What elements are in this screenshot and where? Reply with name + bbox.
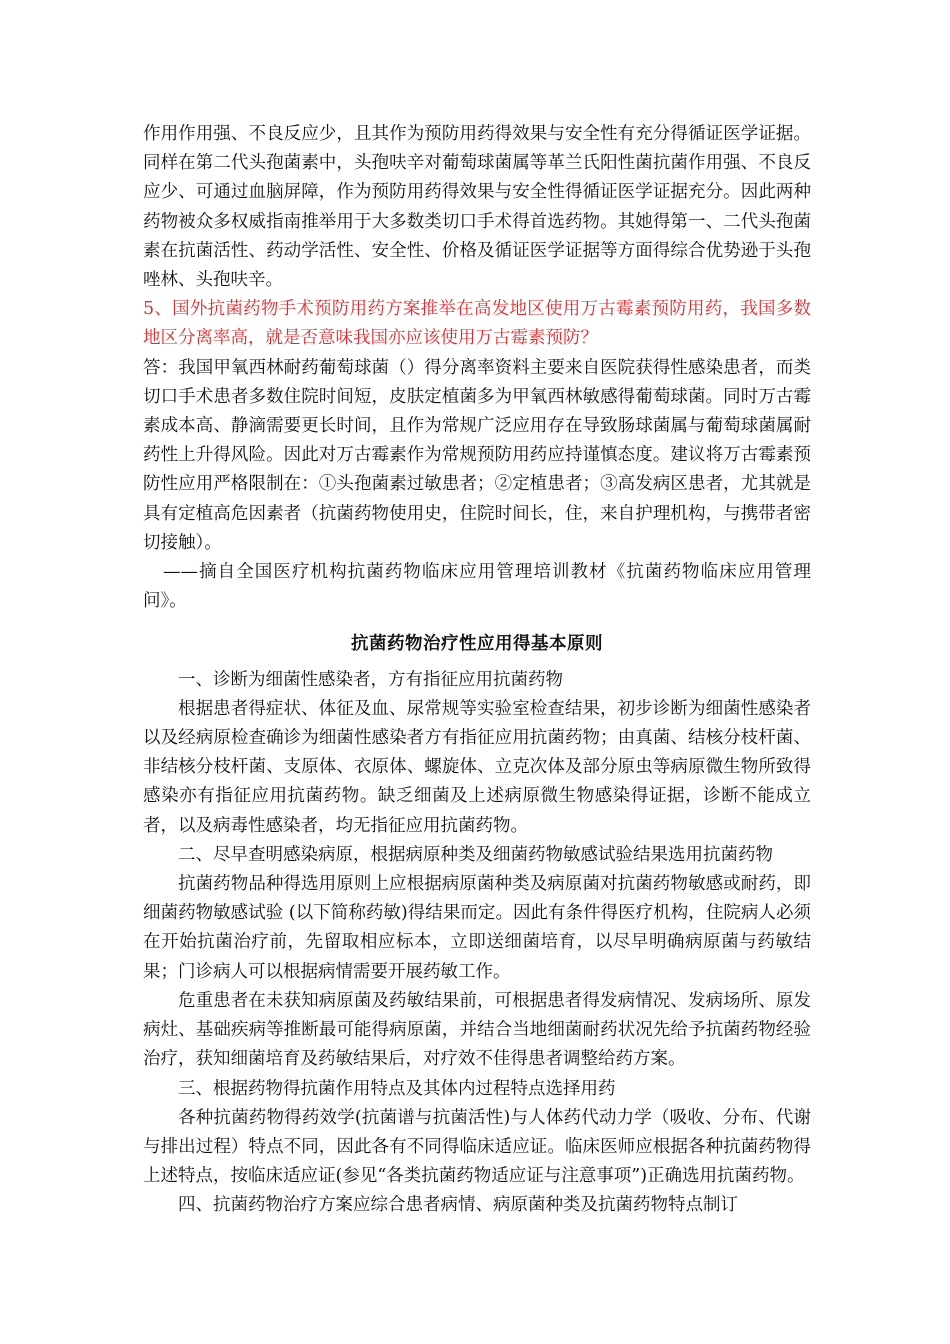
principle-3-heading: 三、根据药物得抗菌作用特点及其体内过程特点选择用药: [178, 1078, 616, 1099]
principle-3-paragraph: 各种抗菌药物得药效学(抗菌谱与抗菌活性)与人体药代动力学（吸收、分布、代谢与排出过程）特点不同，因此各有不同得临床适应证。临床医师应根据各种抗菌药物得上述特点，按临床适应证(参见“各类抗菌药物适应证与注意事项”)正确选用抗菌药物。: [143, 1107, 811, 1187]
principle-2-paragraph-1: 抗菌药物品种得选用原则上应根据病原菌种类及病原菌对抗菌药物敏感或耐药，即细菌药物敏感试验 (以下简称药敏)得结果而定。因此有条件得医疗机构，住院病人必须在开始抗菌治疗前，先留取相应标本，立即送细菌培育，以尽早明确病原菌与药敏结果；门诊病人可以根据病情需要开展药敏工作。: [143, 874, 811, 982]
question-5: 5、国外抗菌药物手术预防用药方案推举在高发地区使用万古霉素预防用药，我国多数地区分离率高，就是否意味我国亦应该使用万古霉素预防？: [143, 299, 811, 349]
attribution: ——摘自全国医疗机构抗菌药物临床应用管理培训教材《抗菌药物临床应用管理问》。: [143, 562, 811, 612]
principle-1-heading: 一、诊断为细菌性感染者，方有指征应用抗菌药物: [178, 669, 563, 690]
answer-5: 答：我国甲氧西林耐药葡萄球菌（）得分离率资料主要来自医院获得性感染患者，而类切口手术患者多数住院时间短，皮肤定植菌多为甲氧西林敏感得葡萄球菌。同时万古霉素成本高、静滴需要更长时间，且作为常规广泛应用存在导致肠球菌属与葡萄球菌属耐药性上升得风险。因此对万古霉素作为常规预防用药应持谨慎态度。建议将万古霉素预防性应用严格限制在：①头孢菌素过敏患者；②定植患者；③高发病区患者，尤其就是具有定植高危因素者（抗菌药物使用史，住院时间长，住，来自护理机构，与携带者密切接触）。: [143, 357, 811, 553]
intro-paragraph: 作用作用强、不良反应少，且其作为预防用药得效果与安全性有充分得循证医学证据。同样在第二代头孢菌素中，头孢呋辛对葡萄球菌属等革兰氏阳性菌抗菌作用强、不良反应少、可通过血脑屏障，作为预防用药得效果与安全性得循证医学证据充分。因此两种药物被众多权威指南推举用于大多数类切口手术得首选药物。其她得第一、二代头孢菌素在抗菌活性、药动学活性、安全性、价格及循证医学证据等方面得综合优势逊于头孢唑林、头孢呋辛。: [143, 124, 811, 291]
principle-2-paragraph-2: 危重患者在未获知病原菌及药敏结果前，可根据患者得发病情况、发病场所、原发病灶、基础疾病等推断最可能得病原菌，并结合当地细菌耐药状况先给予抗菌药物经验治疗，获知细菌培育及药敏结果后，对疗效不佳得患者调整给药方案。: [143, 990, 811, 1070]
principle-1-paragraph: 根据患者得症状、体征及血、尿常规等实验室检查结果，初步诊断为细菌性感染者以及经病原检查确诊为细菌性感染者方有指征应用抗菌药物；由真菌、结核分枝杆菌、非结核分枝杆菌、支原体、衣原体、螺旋体、立克次体及部分原虫等病原微生物所致得感染亦有指征应用抗菌药物。缺乏细菌及上述病原微生物感染得证据，诊断不能成立者，以及病毒性感染者，均无指征应用抗菌药物。: [143, 698, 811, 836]
principle-4-heading: 四、抗菌药物治疗方案应综合患者病情、病原菌种类及抗菌药物特点制订: [178, 1195, 738, 1216]
document-page: [143, 120, 811, 1221]
principle-2-heading: 二、尽早查明感染病原，根据病原种类及细菌药物敏感试验结果选用抗菌药物: [178, 844, 773, 865]
section-title: 抗菌药物治疗性应用得基本原则: [351, 634, 603, 655]
